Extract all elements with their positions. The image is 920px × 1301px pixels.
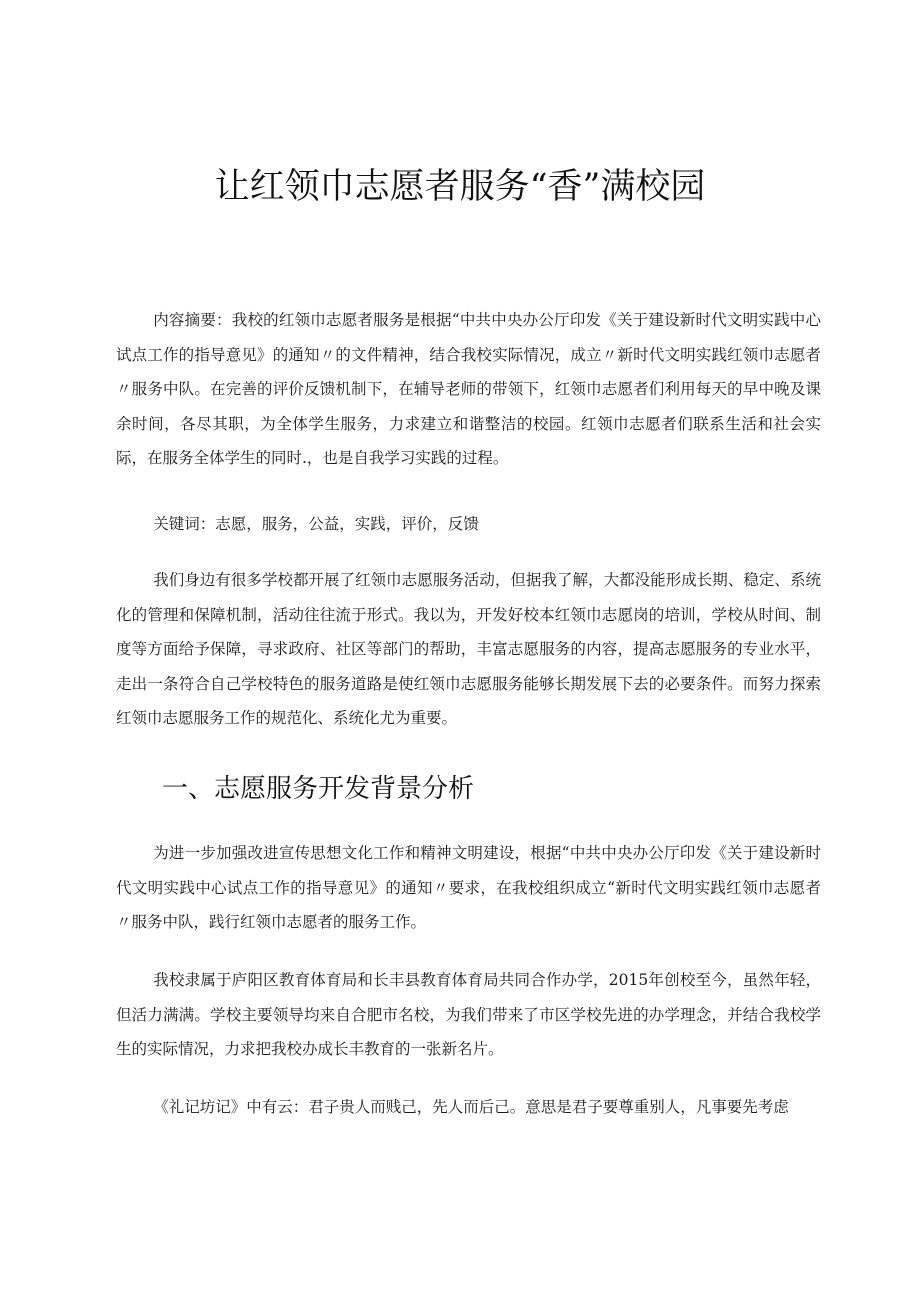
section-heading: 一、志愿服务开发背景分析 bbox=[162, 774, 475, 804]
abstract-paragraph: 内容摘要：我校的红领巾志愿者服务是根据“中共中央办公厅印发《关于建设新时代文明实践中心试点工作的指导意见》的通知〃的文件精神，结合我校实际情况，成立〃新时代文明实践红领巾志愿者〃服务中队。在完善的评价反馈机制下，在辅导老师的带领下，红领巾志愿者们利用每天的早中晚及课余时间，各尽其职，为全体学生服务，力求建立和谐整洁的校园。红领巾志愿者们联系生活和社会实际，在服务全体学生的同时.，也是自我学习实践的过程。 bbox=[116, 311, 821, 468]
intro-paragraph: 我们身边有很多学校都开展了红领巾志愿服务活动，但据我了解，大都没能形成长期、稳定、系统化的管理和保障机制，活动往往流于形式。我以为，开发好校本红领巾志愿岗的培训，学校从时间、制度等方面给予保障，寻求政府、社区等部门的帮助，丰富志愿服务的内容，提高志愿服务的专业水平，走出一条符合自己学校特色的服务道路是使红领巾志愿服务能够长期发展下去的必要条件。而努力探索红领巾志愿服务工作的规范化、系统化尤为重要。 bbox=[116, 571, 821, 728]
section-paragraph: 我校隶属于庐阳区教育体育局和长丰县教育体育局共同合作办学，2015年创校至今，虽然年轻，但活力满满。学校主要领导均来自合肥市名校，为我们带来了市区学校先进的办学理念，并结合我校学生的实际情况，力求把我校办成长丰教育的一张新名片。 bbox=[116, 971, 821, 1059]
document-title: 让红领巾志愿者服务“香”满校园 bbox=[214, 167, 706, 207]
section-paragraph: 《礼记坊记》中有云：君子贵人而贱己，先人而后己。意思是君子要尊重别人，凡事要先考虑 bbox=[153, 1098, 789, 1116]
section-paragraph: 为进一步加强改进宣传思想文化工作和精神文明建设，根据“中共中央办公厅印发《关于建设新时代文明实践中心试点工作的指导意见》的通知〃要求，在我校组织成立“新时代文明实践红领巾志愿者〃服务中队，践行红领巾志愿者的服务工作。 bbox=[116, 844, 821, 932]
keywords-paragraph: 关键词：志愿，服务，公益，实践，评价，反馈 bbox=[153, 515, 479, 533]
